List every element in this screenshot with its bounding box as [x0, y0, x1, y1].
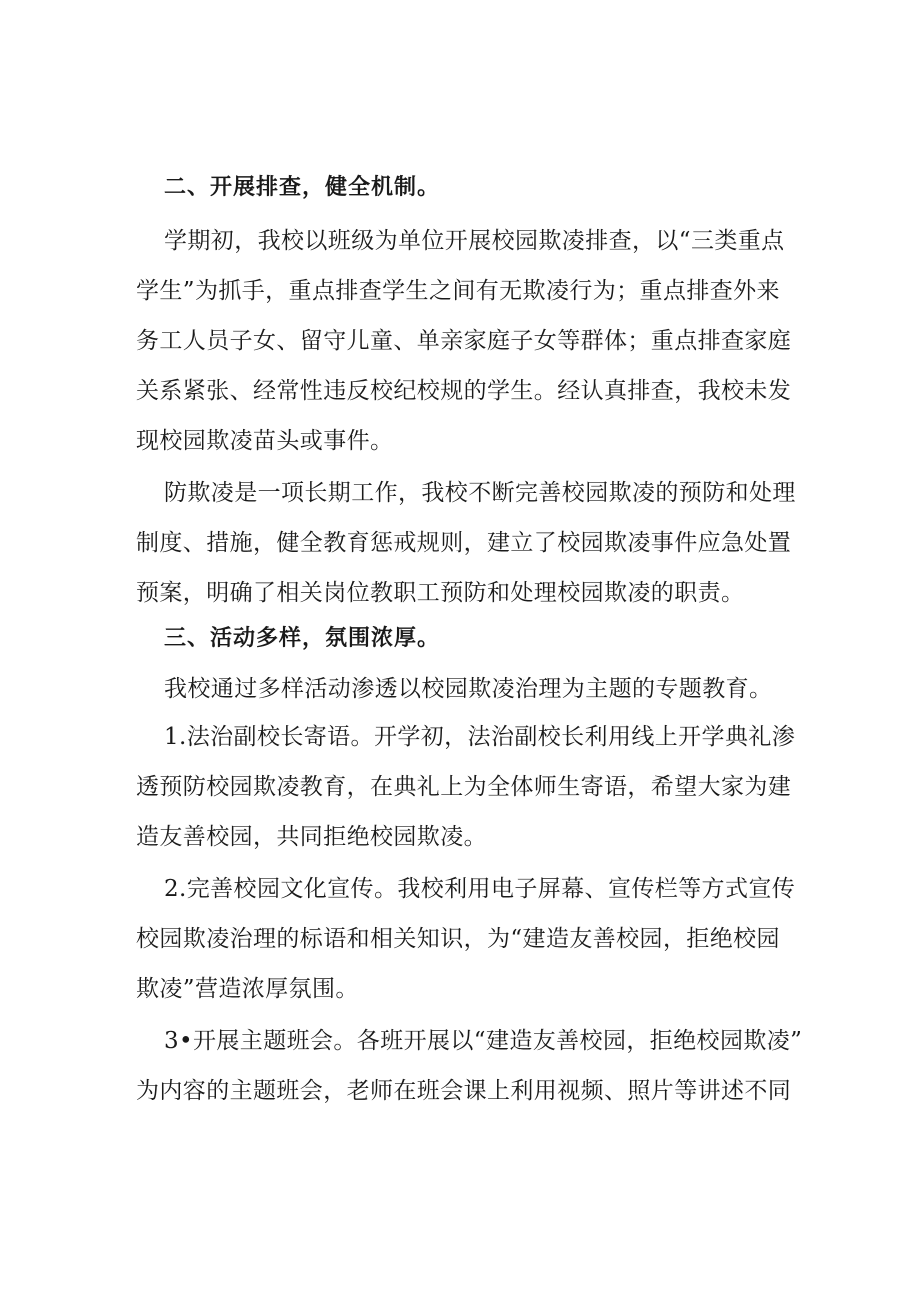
list-item-line: 2.完善校园文化宣传。我校利用电子屏幕、宣传栏等方式宣传	[164, 876, 796, 902]
section-heading-2: 二、开展排查，健全机制。	[164, 175, 441, 200]
list-item-line: 校园欺凌治理的标语和相关知识，为“建造友善校园，拒绝校园	[136, 926, 780, 952]
list-item-line: 造友善校园，共同拒绝校园欺凌。	[136, 824, 487, 850]
paragraph-line: 学生”为抓手，重点排查学生之间有无欺凌行为；重点排查外来	[136, 278, 780, 304]
paragraph-line: 预案，明确了相关岗位教职工预防和处理校园欺凌的职责。	[136, 580, 745, 606]
list-item-line: 透预防校园欺凌教育，在典礼上为全体师生寄语，希望大家为建	[136, 774, 792, 800]
paragraph-line: 防欺凌是一项长期工作，我校不断完善校园欺凌的预防和处理	[164, 480, 796, 506]
paragraph-line: 务工人员子女、留守儿童、单亲家庭子女等群体；重点排查家庭	[136, 328, 792, 354]
list-item-line: 欺凌”营造浓厚氛围。	[136, 976, 359, 1002]
paragraph-line: 现校园欺凌苗头或事件。	[136, 428, 394, 454]
paragraph-line: 我校通过多样活动渗透以校园欺凌治理为主题的专题教育。	[164, 676, 773, 702]
list-item-line: 为内容的主题班会，老师在班会课上利用视频、照片等讲述不同	[136, 1078, 792, 1104]
paragraph-line: 关系紧张、经常性违反校纪校规的学生。经认真排查，我校未发	[136, 378, 792, 404]
list-item-line: 3•开展主题班会。各班开展以“建造友善校园，拒绝校园欺凌”	[164, 1028, 803, 1054]
paragraph-line: 学期初，我校以班级为单位开展校园欺凌排查，以“三类重点	[164, 228, 785, 254]
section-heading-3: 三、活动多样，氛围浓厚。	[164, 626, 441, 651]
paragraph-line: 制度、措施，健全教育惩戒规则，建立了校园欺凌事件应急处置	[136, 530, 792, 556]
list-item-line: 1.法治副校长寄语。开学初，法治副校长利用线上开学典礼渗	[164, 724, 796, 750]
